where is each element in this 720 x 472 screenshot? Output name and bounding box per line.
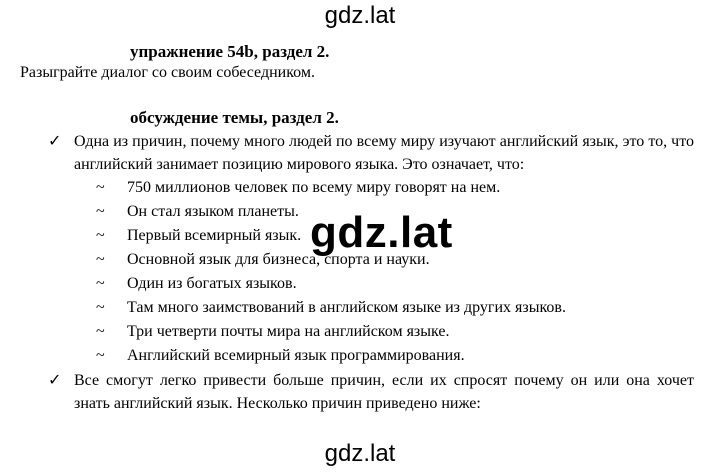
checkmark-icon: ✓ [48,372,62,389]
discussion-point-2: Все смогут легко привести больше причин, если их спросят почему он или она хочет знать английский язык. Несколько причин приведено ниже: [74,372,694,412]
list-item-text: 750 миллионов человек по всему миру говорят на нем. [127,179,501,196]
watermark-bottom: gdz.lat [324,440,396,467]
tilde-icon: ~ [96,227,105,244]
tilde-icon: ~ [96,323,105,340]
tilde-icon: ~ [96,299,105,316]
discussion-point-1: Одна из причин, почему много людей по всему миру изучают английский язык, это то, что английский занимает позицию мирового языка. Это означает, что: [74,133,694,173]
tilde-icon: ~ [96,179,105,196]
list-item-text: Первый всемирный язык. [127,227,302,244]
list-item [96,296,566,320]
discussion-heading: обсуждение темы, раздел 2. [130,108,339,127]
tilde-icon: ~ [96,347,105,364]
list-item-text: Один из богатых языков. [127,275,297,292]
exercise-heading: упражнение 54b, раздел 2. [130,42,330,61]
checkmark-icon: ✓ [48,133,62,150]
list-item-text: Он стал языком планеты. [127,203,299,220]
tilde-icon: ~ [96,251,105,268]
list-item-text: Там много заимствований в английском языке из других языков. [127,299,566,316]
tilde-icon: ~ [96,275,105,292]
exercise-instruction: Разыграйте диалог со своим собеседником. [20,64,315,81]
reasons-list [96,176,566,368]
watermark-middle: gdz.lat [310,208,453,257]
list-item [96,344,566,368]
list-item-text: Три четверти почты мира на английском языке. [127,323,450,340]
list-item [96,176,566,200]
list-item-text: Английский всемирный язык программирования. [127,347,465,364]
list-item [96,320,566,344]
list-item [96,272,566,296]
list-item-text: Основной язык для бизнеса, спорта и науки. [127,251,430,268]
watermark-top: gdz.lat [324,2,396,29]
tilde-icon: ~ [96,203,105,220]
